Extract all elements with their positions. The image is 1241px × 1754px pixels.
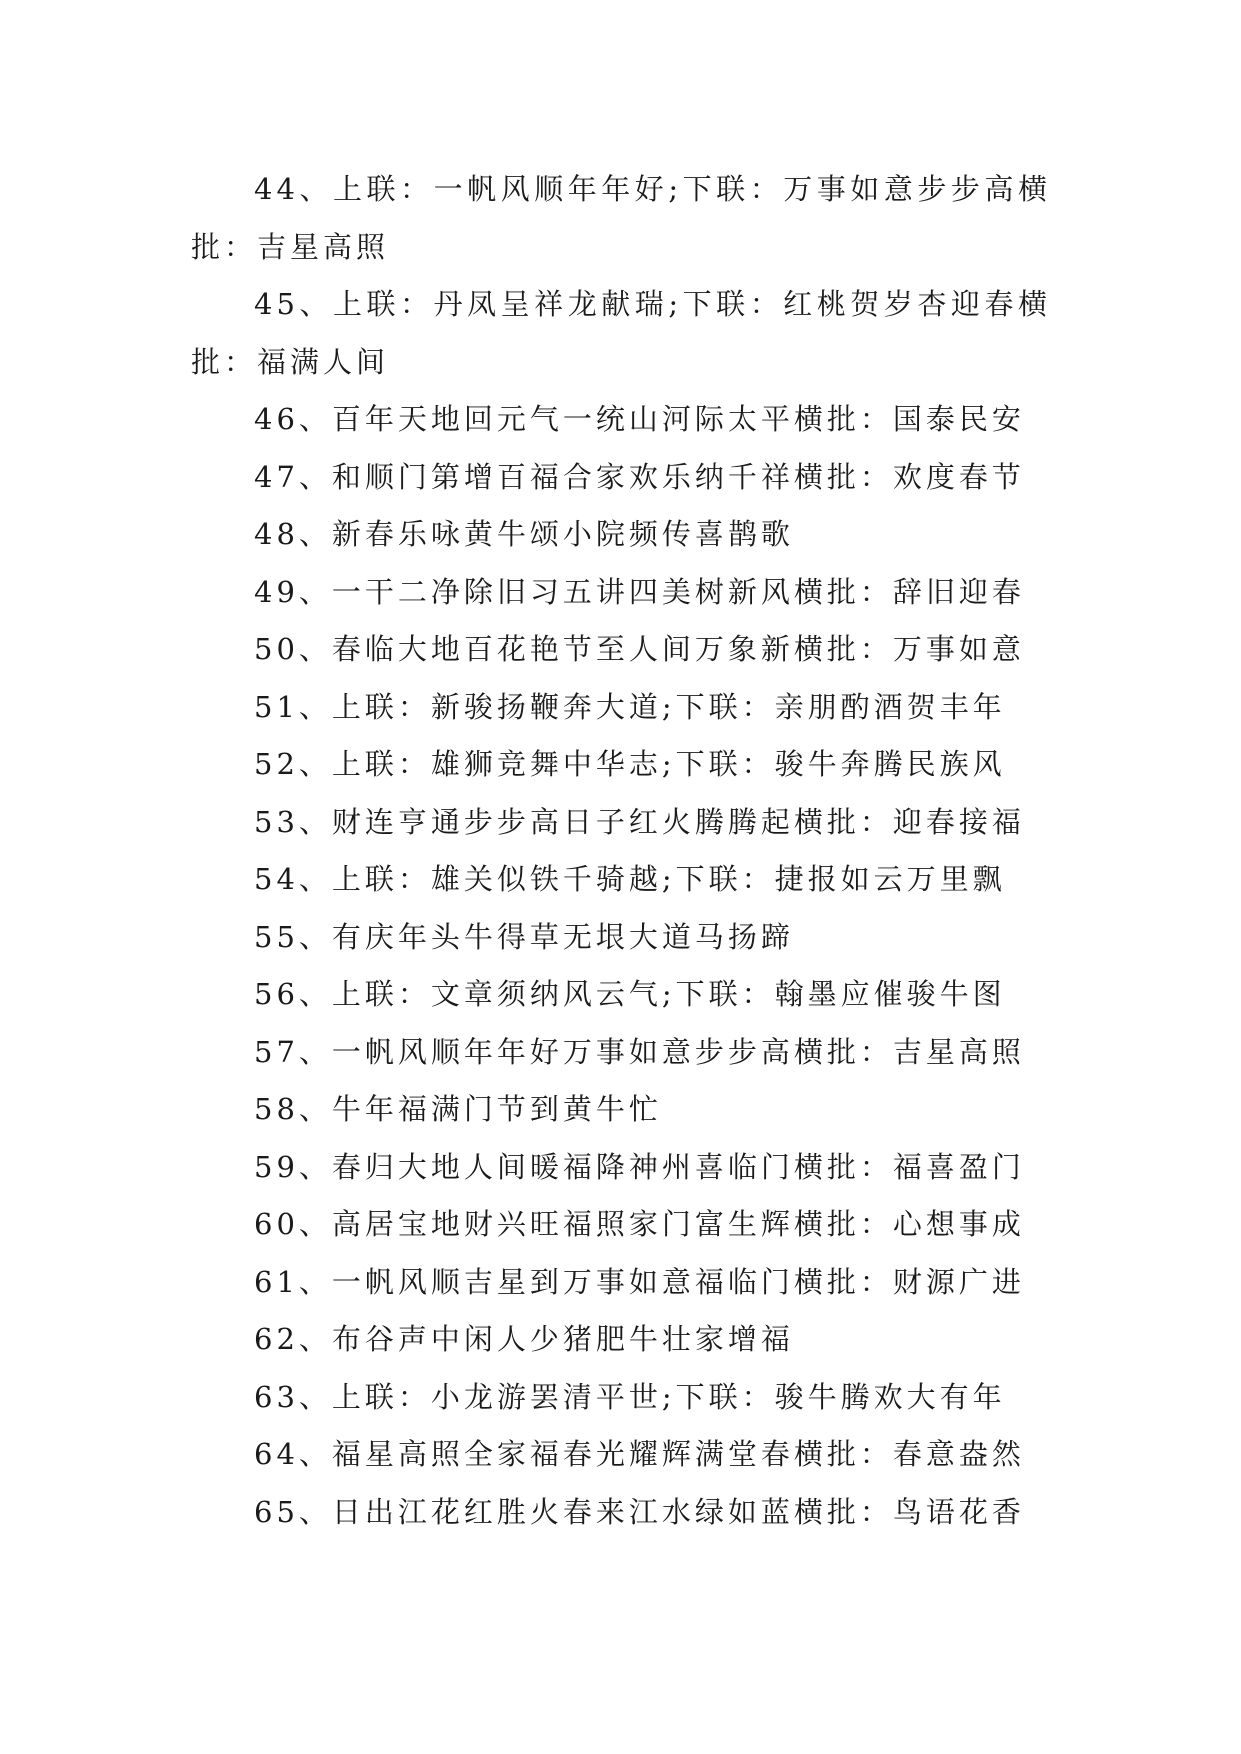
couplet-paragraph: 52、上联：雄狮竞舞中华志;下联：骏牛奔腾民族风 [254,747,1006,781]
couplet-paragraph: 58、牛年福满门节到黄牛忙 [254,1092,662,1126]
couplet-paragraph: 59、春归大地人间暖福降神州喜临门横批：福喜盈门 [254,1149,1025,1184]
couplet-paragraph: 49、一干二净除旧习五讲四美树新风横批：辞旧迎春 [254,574,1025,609]
couplet-paragraph: 57、一帆风顺年年好万事如意步步高横批：吉星高照 [254,1034,1025,1069]
couplet-paragraph: 60、高居宝地财兴旺福照家门富生辉横批：心想事成 [254,1207,1025,1241]
couplet-paragraph: 47、和顺门第增百福合家欢乐纳千祥横批：欢度春节 [254,459,1025,494]
couplet-paragraph: 62、布谷声中闲人少猪肥牛壮家增福 [254,1322,794,1356]
couplet-paragraph: 46、百年天地回元气一统山河际太平横批：国泰民安 [254,402,1025,436]
couplet-paragraph: 44、上联：一帆风顺年年好;下联：万事如意步步高横批：吉星高照 [191,172,1051,264]
couplet-paragraph: 50、春临大地百花艳节至人间万象新横批：万事如意 [254,632,1025,666]
couplet-paragraph: 54、上联：雄关似铁千骑越;下联：捷报如云万里飘 [254,862,1006,896]
couplet-paragraph: 45、上联：丹凤呈祥龙献瑞;下联：红桃贺岁杏迎春横批：福满人间 [191,287,1051,379]
couplet-paragraph: 48、新春乐咏黄牛颂小院频传喜鹊歌 [254,517,794,551]
couplet-paragraph: 53、财连亨通步步高日子红火腾腾起横批：迎春接福 [254,804,1025,839]
document-body [191,161,1051,1541]
couplet-paragraph: 61、一帆风顺吉星到万事如意福临门横批：财源广进 [254,1264,1025,1299]
couplet-paragraph: 51、上联：新骏扬鞭奔大道;下联：亲朋酌酒贺丰年 [254,689,1006,724]
couplet-paragraph: 56、上联：文章须纳风云气;下联：翰墨应催骏牛图 [254,977,1006,1011]
couplet-paragraph: 55、有庆年头牛得草无垠大道马扬蹄 [254,919,794,954]
couplet-paragraph: 63、上联：小龙游罢清平世;下联：骏牛腾欢大有年 [254,1379,1006,1414]
couplet-paragraph: 64、福星高照全家福春光耀辉满堂春横批：春意盎然 [254,1437,1025,1471]
couplet-paragraph: 65、日出江花红胜火春来江水绿如蓝横批：鸟语花香 [254,1494,1025,1529]
